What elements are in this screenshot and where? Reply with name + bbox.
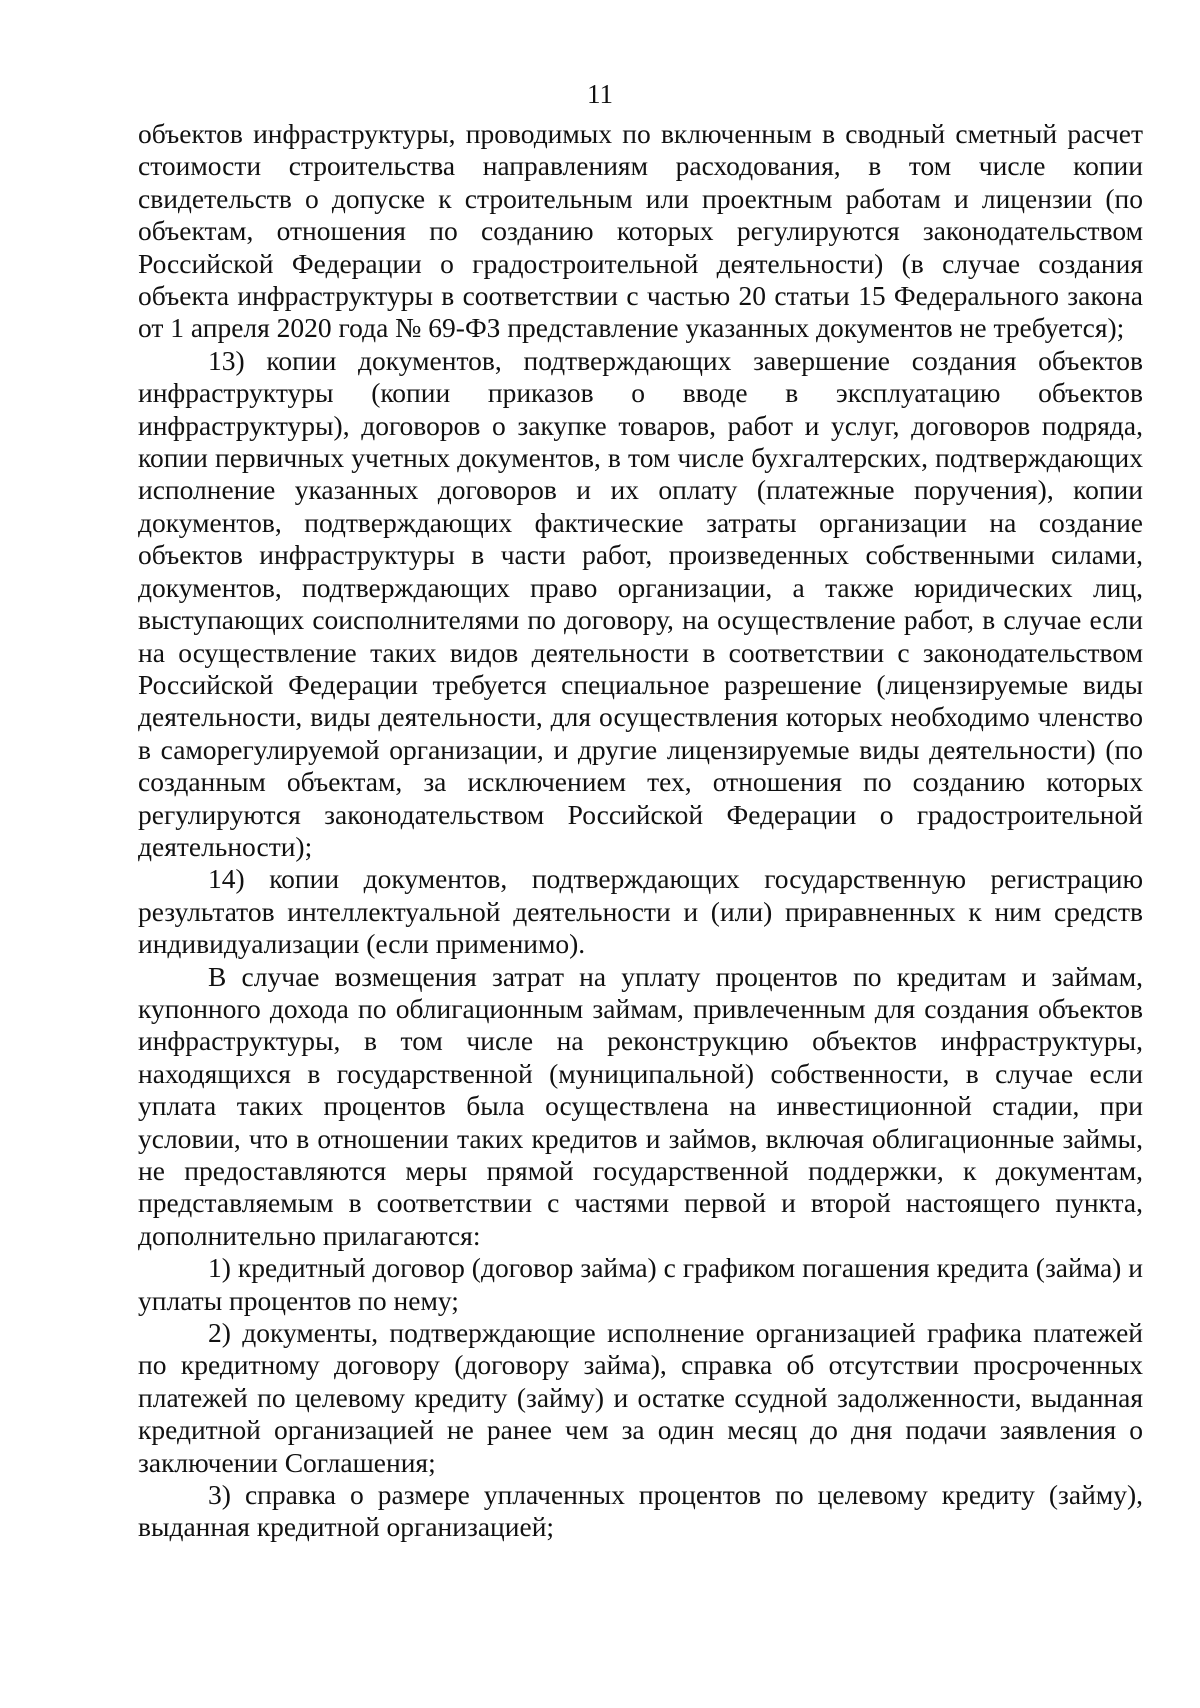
paragraph-subitem-2: 2) документы, подтверждающие исполнение организацией графика платежей по кредитному договору (договору займа), справка об отсутствии просроченных платежей по целевому кредиту (займу) и остатке ссудной задолженности, выданная кредитной организацией не ранее чем за один месяц до дня подачи заявления о заключении Соглашения; <box>138 1317 1143 1478</box>
paragraph-interest-compensation: В случае возмещения затрат на уплату процентов по кредитам и займам, купонного дохода по облигационным займам, привлеченным для создания объектов инфраструктуры, в том числе на реконструкцию объектов инфраструктуры, находящихся в государственной (муниципальной) собственности, в случае если уплата таких процентов была осуществлена на инвестиционной стадии, при условии, что в отношении таких кредитов и займов, включая облигационные займы, не предоставляются меры прямой государственной поддержки, к документам, представляемым в соответствии с частями первой и второй настоящего пункта, дополнительно прилагаются: <box>138 960 1143 1251</box>
paragraph-item-13: 13) копии документов, подтверждающих завершение создания объектов инфраструктуры (копии приказов о вводе в эксплуатацию объектов инфраструктуры), договоров о закупке товаров, работ и услуг, договоров подряда, копии первичных учетных документов, в том числе бухгалтерских, подтверждающих исполнение указанных договоров и их оплату (платежные поручения), копии документов, подтверждающих фактические затраты организации на создание объектов инфраструктуры в части работ, произведенных собственными силами, документов, подтверждающих право организации, а также юридических лиц, выступающих соисполнителями по договору, на осуществление работ, в случае если на осуществление таких видов деятельности в соответствии с законодательством Российской Федерации требуется специальное разрешение (лицензируемые виды деятельности, виды деятельности, для осуществления которых необходимо членство в саморегулируемой организации, и другие лицензируемые виды деятельности) (по созданным объектам, за исключением тех, отношения по созданию которых регулируются законодательством Российской Федерации о градостроительной деятельности); <box>138 344 1143 862</box>
page-number: 11 <box>587 79 613 109</box>
paragraph-continuation: объектов инфраструктуры, проводимых по включенным в сводный сметный расчет стоимости строительства направлениям расходования, в том числе копии свидетельств о допуске к строительным или проектным работам и лицензии (по объектам, отношения по созданию которых регулируются законодательством Российской Федерации о градостроительной деятельности) (в случае создания объекта инфраструктуры в соответствии с частью 20 статьи 15 Федерального закона от 1 апреля 2020 года № 69-ФЗ представление указанных документов не требуется); <box>138 118 1143 344</box>
paragraph-item-14: 14) копии документов, подтверждающих государственную регистрацию результатов интеллектуальной деятельности и (или) приравненных к ним средств индивидуализации (если применимо). <box>138 863 1143 960</box>
paragraph-subitem-3: 3) справка о размере уплаченных процентов по целевому кредиту (займу), выданная кредитной организацией; <box>138 1479 1143 1543</box>
document-body <box>138 118 1143 1544</box>
paragraph-subitem-1: 1) кредитный договор (договор займа) с графиком погашения кредита (займа) и уплаты процентов по нему; <box>138 1252 1143 1316</box>
